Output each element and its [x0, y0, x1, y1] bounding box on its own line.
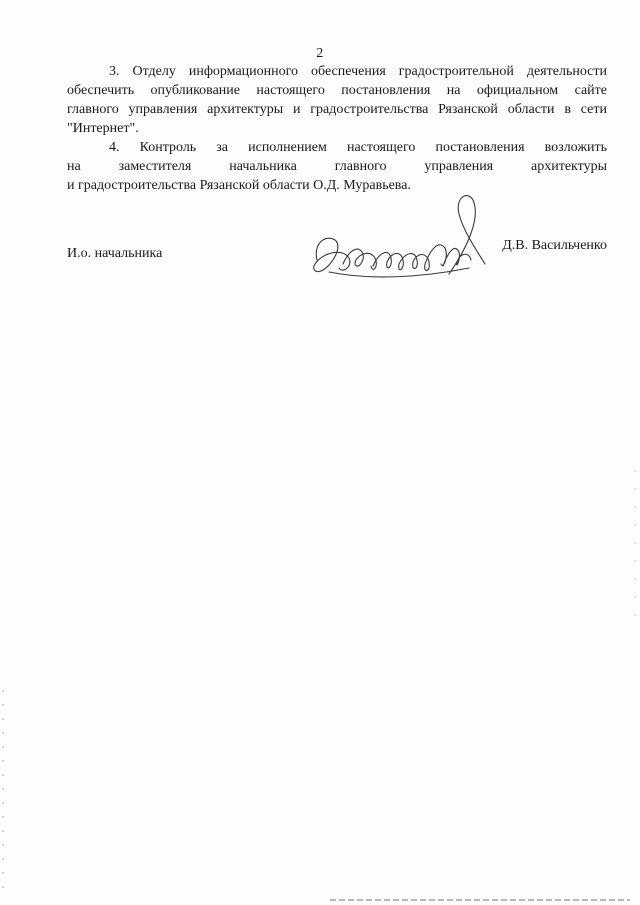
- scan-artifact-left: [2, 690, 4, 890]
- paragraph-4-line-2: на заместителя начальника главного управления архитектуры: [67, 159, 607, 174]
- scan-artifact-right: [634, 470, 636, 630]
- scan-artifact-bottom: [330, 899, 630, 901]
- handwritten-signature: [299, 178, 499, 298]
- paragraph-3-line-3: главного управления архитектуры и градостроительства Рязанской области в сети: [67, 102, 607, 117]
- paragraph-4-line-3: и градостроительства Рязанской области О.Д. Муравьева.: [67, 178, 411, 193]
- paragraph-3: [67, 62, 607, 138]
- paragraph-3-line-1: 3. Отделу информационного обеспечения градостроительной деятельности: [109, 64, 607, 79]
- signatory-title: И.о. начальника: [67, 246, 163, 261]
- paragraph-4-line-1: 4. Контроль за исполнением настоящего постановления возложить: [109, 140, 607, 155]
- signatory-name: Д.В. Васильченко: [502, 238, 607, 253]
- paragraph-3-line-4: "Интернет".: [67, 121, 139, 136]
- signature-block: [67, 238, 607, 278]
- paragraph-3-line-2: обеспечить опубликование настоящего постановления на официальном сайте: [67, 83, 607, 98]
- page-number: 2: [316, 46, 324, 61]
